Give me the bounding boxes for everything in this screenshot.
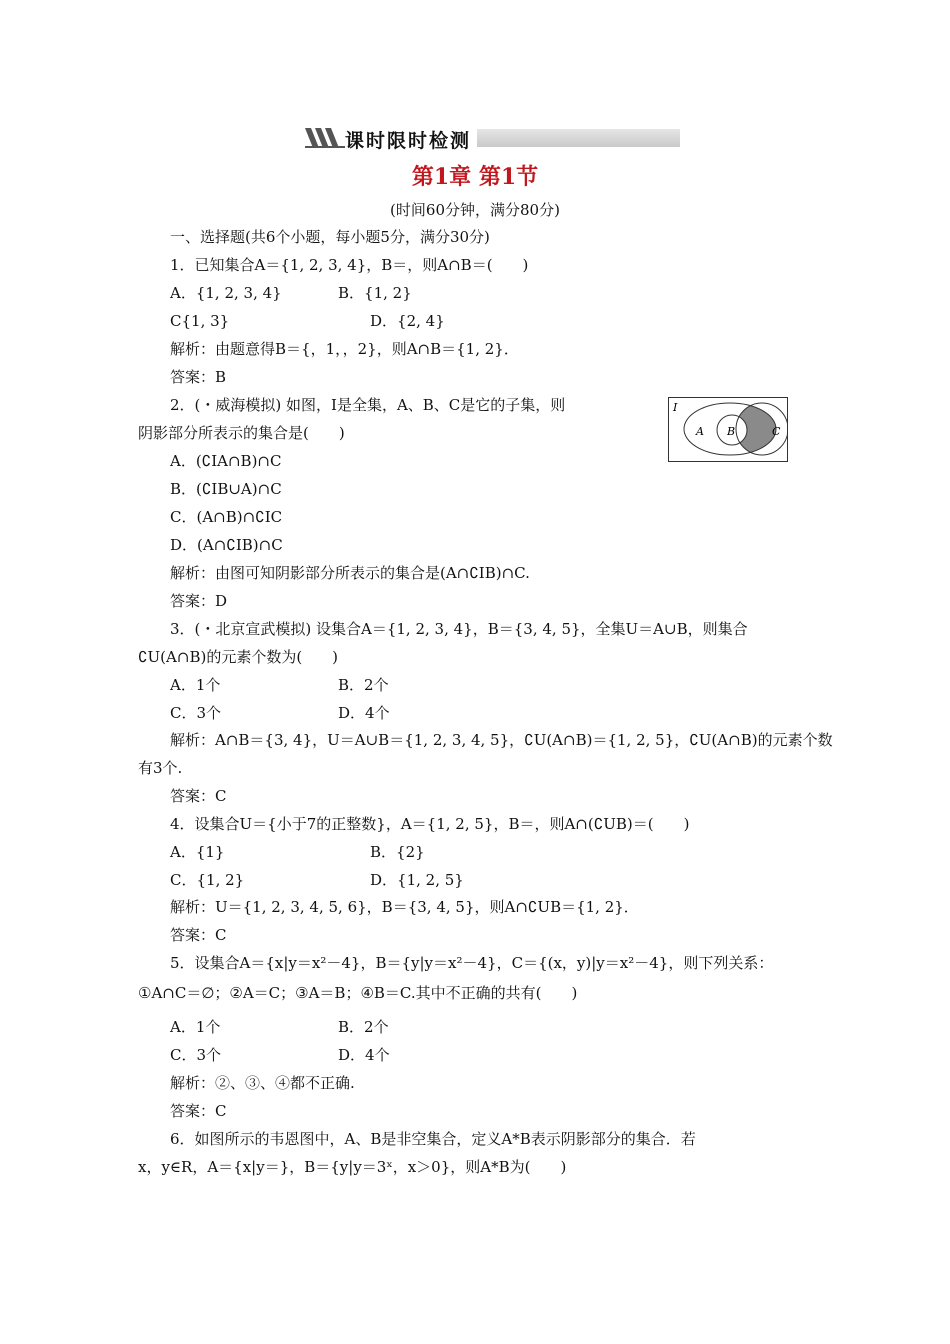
q5-stem-line2: ①A∩C＝∅；②A＝C；③A＝B；④B＝C.其中不正确的共有( )	[138, 984, 578, 1002]
q5-option-a: A．1个	[170, 1018, 221, 1036]
stripes-icon	[305, 128, 345, 148]
q3-option-d: D．4个	[338, 704, 390, 722]
q5-option-b: B．2个	[338, 1018, 389, 1036]
q1-answer: 答案：B	[170, 368, 227, 386]
q1-option-b: B．{1, 2}	[338, 284, 412, 302]
q3-option-a: A．1个	[170, 676, 221, 694]
section-banner	[305, 126, 680, 150]
q1-option-a: A．{1, 2, 3, 4}	[170, 284, 282, 302]
q4-option-a: A．{1}	[170, 843, 225, 861]
q1-stem: 1．已知集合A＝{1, 2, 3, 4}，B＝，则A∩B＝( )	[170, 256, 529, 274]
q2-option-d: D．(A∩∁IB)∩C	[170, 536, 283, 554]
q2-option-c: C．(A∩B)∩∁IC	[170, 508, 283, 526]
q3-stem-line1: 3．(・北京宣武模拟) 设集合A＝{1, 2, 3, 4}，B＝{3, 4, 5}，全集U＝A∪B，则集合	[170, 620, 748, 638]
q1-option-c: C{1, 3}	[170, 312, 230, 330]
time-note: (时间60分钟，满分80分)	[390, 201, 560, 219]
q2-analysis: 解析：由图可知阴影部分所表示的集合是(A∩∁IB)∩C.	[170, 564, 530, 582]
q3-answer: 答案：C	[170, 787, 227, 805]
q4-answer: 答案：C	[170, 926, 227, 944]
q2-answer: 答案：D	[170, 592, 228, 610]
venn-label-b: B	[727, 425, 736, 438]
q4-option-b: B．{2}	[370, 843, 425, 861]
q5-option-c: C．3个	[170, 1046, 222, 1064]
q3-analysis-line2: 有3个.	[138, 759, 183, 777]
chapter-heading: 第1章 第1节	[411, 164, 539, 190]
q6-stem-line2: x，y∈R，A＝{x|y＝}，B＝{y|y＝3ˣ，x＞0}，则A*B为( )	[138, 1158, 567, 1176]
q6-stem-line1: 6．如图所示的韦恩图中，A、B是非空集合，定义A*B表示阴影部分的集合．若	[170, 1130, 696, 1148]
q5-option-d: D．4个	[338, 1046, 390, 1064]
q2-stem-line2: 阴影部分所表示的集合是( )	[138, 424, 345, 442]
section-heading: 一、选择题(共6个小题，每小题5分，满分30分)	[170, 228, 490, 246]
q4-stem: 4．设集合U＝{小于7的正整数}，A＝{1, 2, 5}，B＝，则A∩(∁UB)＝( )	[170, 815, 690, 833]
q1-analysis: 解析：由题意得B＝{，1，，2}，则A∩B＝{1, 2}．	[170, 340, 519, 358]
q1-option-d: D．{2, 4}	[370, 312, 445, 330]
venn-label-i: I	[673, 401, 678, 414]
q5-analysis: 解析：②、③、④都不正确.	[170, 1074, 355, 1092]
banner-title: 课时限时检测	[345, 130, 472, 152]
q4-analysis: 解析：U＝{1, 2, 3, 4, 5, 6}，B＝{3, 4, 5}，则A∩∁UB＝{1, 2}．	[170, 898, 639, 916]
q3-option-b: B．2个	[338, 676, 389, 694]
q2-stem-line1: 2．(・威海模拟) 如图，I是全集，A、B、C是它的子集，则	[170, 396, 566, 414]
venn-label-a: A	[696, 425, 704, 438]
q2-option-b: B．(∁IB∪A)∩C	[170, 480, 282, 498]
q3-stem-line2: ∁U(A∩B)的元素个数为( )	[138, 648, 339, 666]
q3-analysis-line1: 解析：A∩B＝{3, 4}，U＝A∪B＝{1, 2, 3, 4, 5}，∁U(A∩B)＝{1, 2, 5}，∁U(A∩B)的元素个数	[170, 731, 833, 749]
banner-bar	[477, 129, 680, 147]
venn-label-c: C	[772, 425, 781, 438]
q4-option-d: D．{1, 2, 5}	[370, 871, 464, 889]
q3-option-c: C．3个	[170, 704, 222, 722]
q5-stem-line1: 5．设集合A＝{x|y＝x²－4}，B＝{y|y＝x²－4}，C＝{(x，y)|y＝x²－4}，则下列关系：	[170, 954, 774, 972]
venn-diagram	[668, 397, 788, 462]
q2-option-a: A．(∁IA∩B)∩C	[170, 452, 282, 470]
q5-answer: 答案：C	[170, 1102, 227, 1120]
q4-option-c: C．{1, 2}	[170, 871, 245, 889]
